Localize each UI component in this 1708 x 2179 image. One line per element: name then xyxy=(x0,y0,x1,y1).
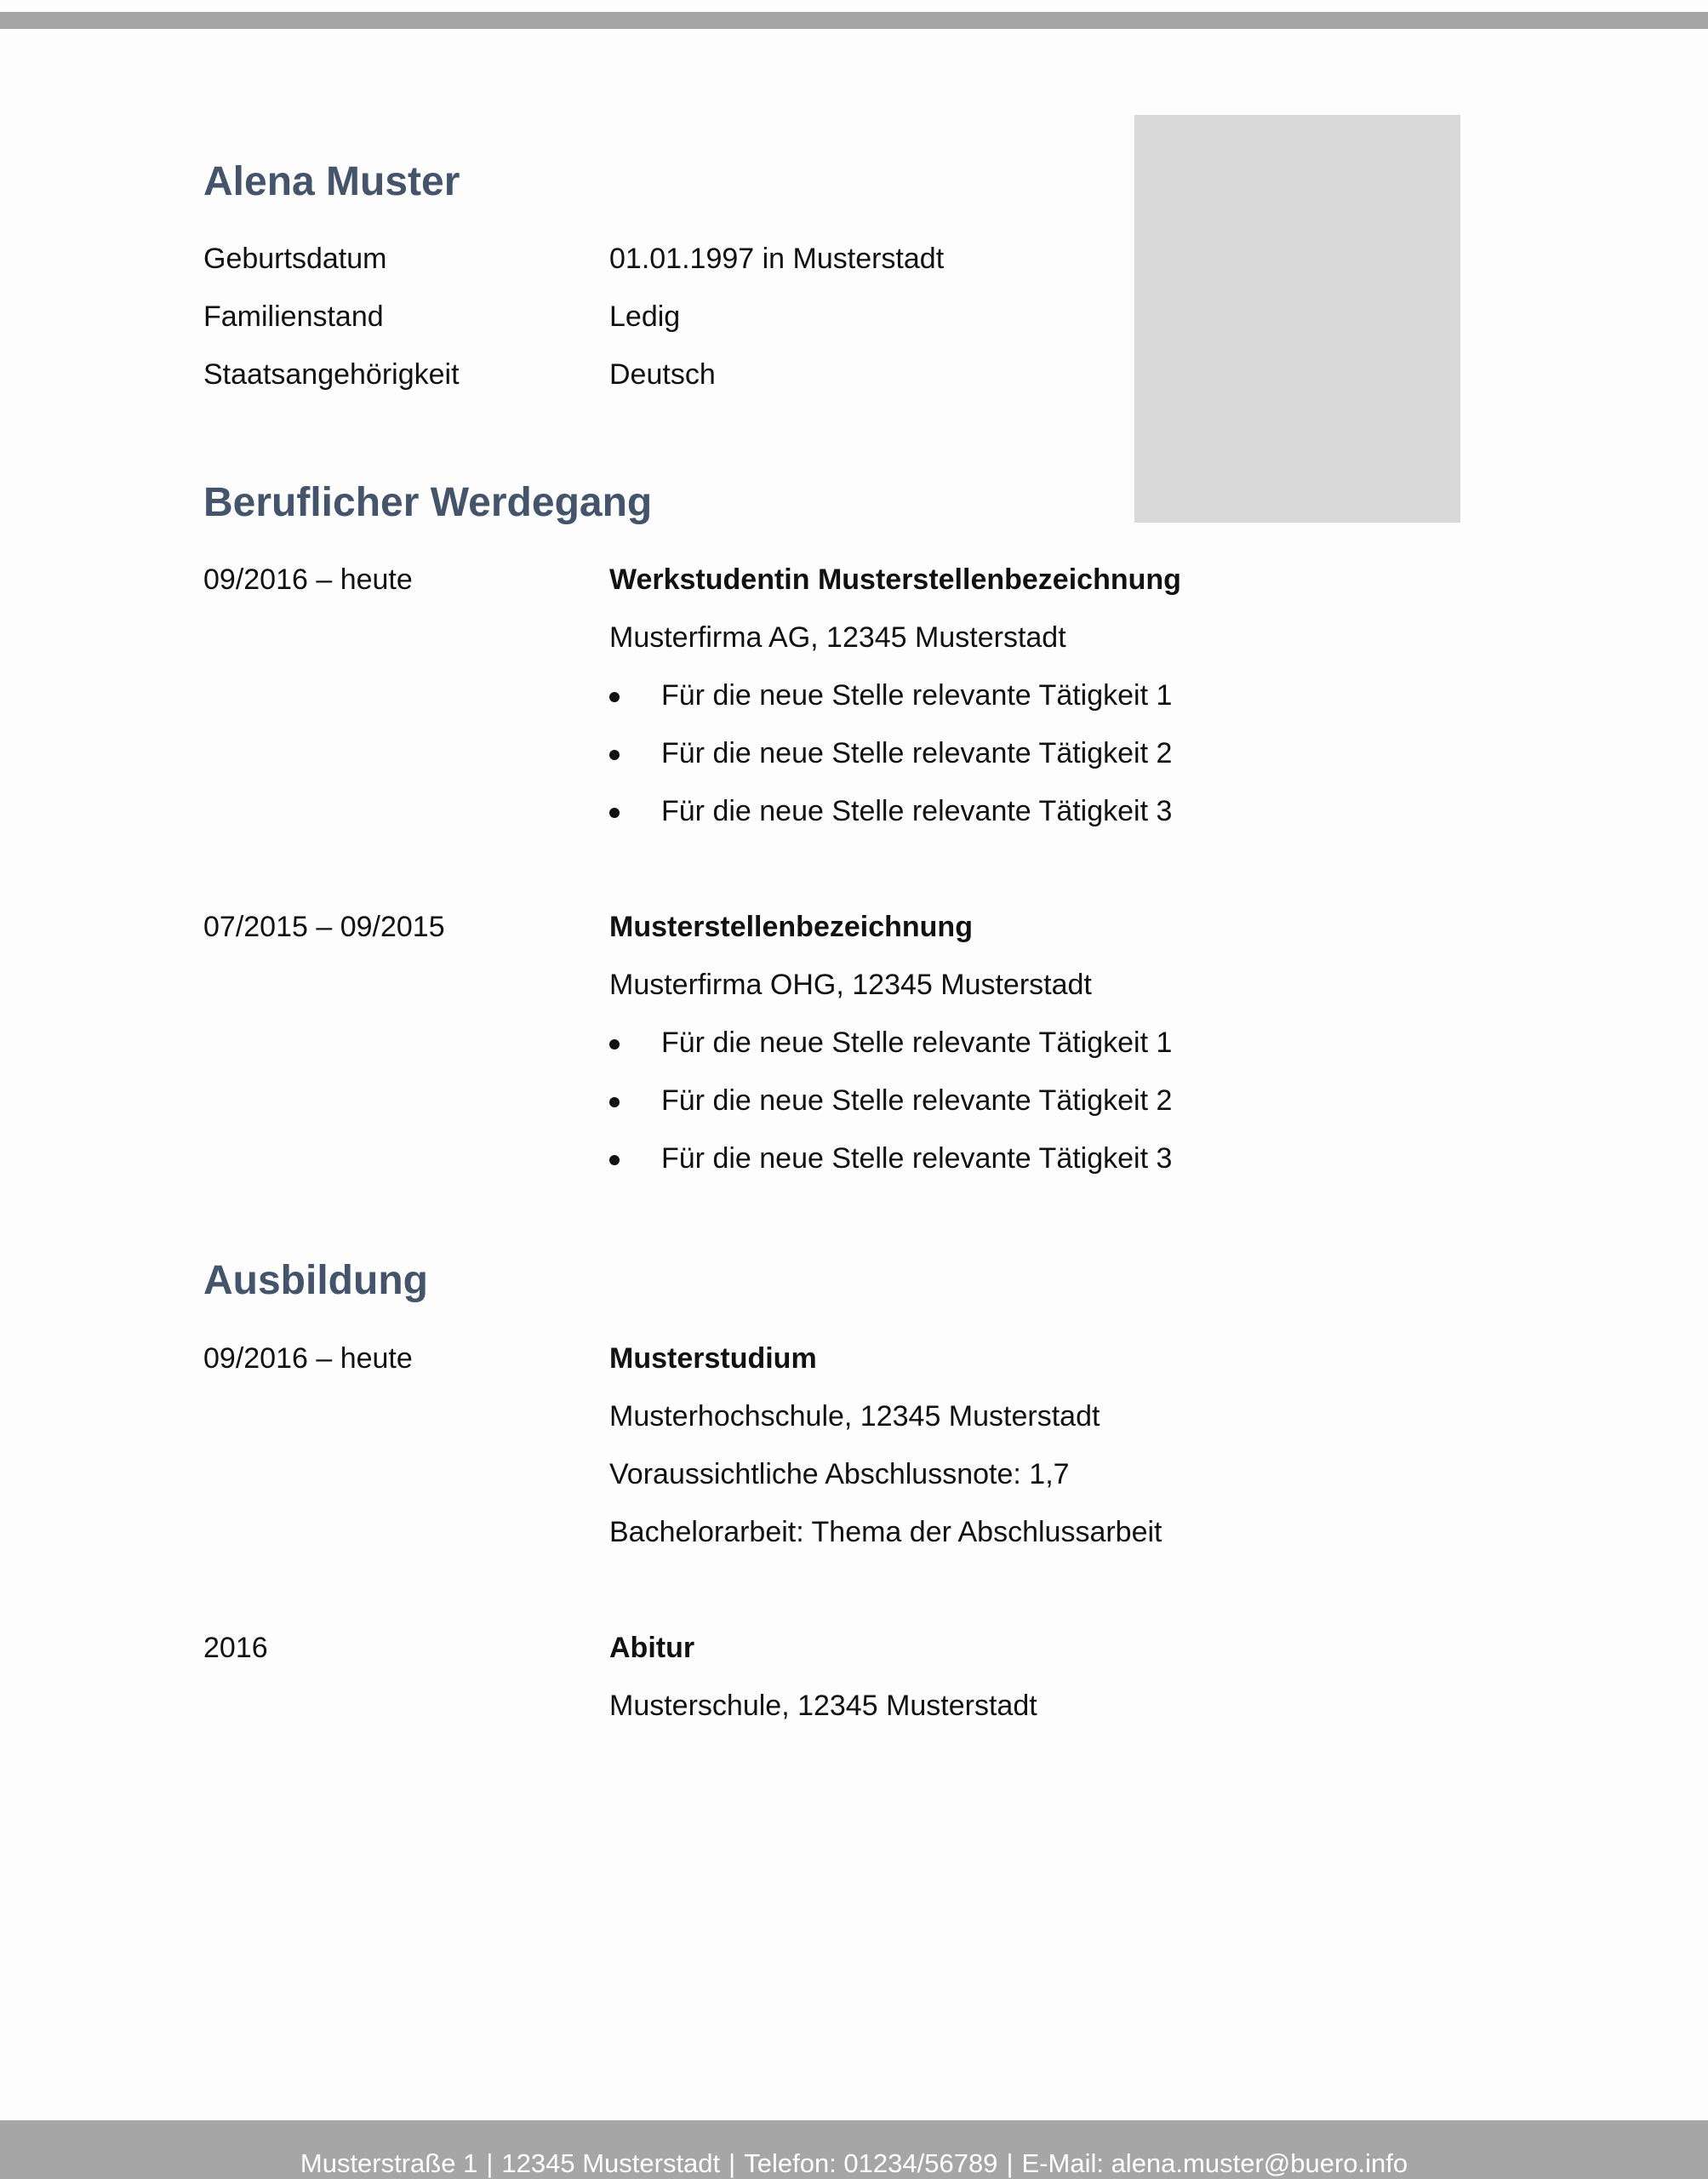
career-entry-1-title: Werkstudentin Musterstellenbezeichnung xyxy=(609,563,1181,596)
education-entry-2-period: 2016 xyxy=(203,1632,268,1664)
footer-email: E-Mail: alena.muster@buero.info xyxy=(1021,2148,1408,2178)
footer-phone: Telefon: 01234/56789 xyxy=(744,2148,998,2178)
bullet-text: Für die neue Stelle relevante Tätigkeit 1 xyxy=(661,679,1173,712)
footer-city: 12345 Musterstadt xyxy=(501,2148,721,2178)
bullet-text: Für die neue Stelle relevante Tätigkeit 2 xyxy=(661,1084,1173,1117)
education-entry-2-title: Abitur xyxy=(609,1632,695,1664)
education-entry-2-line-1: Musterschule, 12345 Musterstadt xyxy=(609,1690,1037,1722)
education-heading: Ausbildung xyxy=(203,1258,428,1303)
career-entry-1-period: 09/2016 – heute xyxy=(203,563,413,596)
bullet-dot-icon xyxy=(609,750,620,760)
top-bar xyxy=(0,12,1708,29)
career-entry-2-period: 07/2015 – 09/2015 xyxy=(203,911,445,943)
bullet-dot-icon xyxy=(609,1155,620,1165)
bullet-text: Für die neue Stelle relevante Tätigkeit 2 xyxy=(661,737,1173,769)
bullet-text: Für die neue Stelle relevante Tätigkeit 1 xyxy=(661,1027,1173,1059)
bullet-dot-icon xyxy=(609,1039,620,1049)
education-entry-1-period: 09/2016 – heute xyxy=(203,1342,413,1375)
education-entry-1-line-1: Musterhochschule, 12345 Musterstadt xyxy=(609,1400,1100,1433)
photo-placeholder xyxy=(1134,115,1460,523)
applicant-name: Alena Muster xyxy=(203,159,460,204)
nationality-value: Deutsch xyxy=(609,358,716,391)
footer-separator: | xyxy=(1006,2148,1014,2178)
bullet-dot-icon xyxy=(609,692,620,702)
career-entry-1-company: Musterfirma AG, 12345 Musterstadt xyxy=(609,621,1066,654)
nationality-label: Staatsangehörigkeit xyxy=(203,358,460,391)
birth-date-label: Geburtsdatum xyxy=(203,243,387,275)
footer-separator: | xyxy=(728,2148,736,2178)
bullet-dot-icon xyxy=(609,808,620,818)
marital-status-value: Ledig xyxy=(609,300,681,333)
bullet-dot-icon xyxy=(609,1097,620,1107)
footer-separator: | xyxy=(486,2148,494,2178)
career-entry-2-company: Musterfirma OHG, 12345 Musterstadt xyxy=(609,969,1092,1001)
career-entry-2-title: Musterstellenbezeichnung xyxy=(609,911,973,943)
footer-contact xyxy=(0,2150,1708,2176)
education-entry-1-line-2: Voraussichtliche Abschlussnote: 1,7 xyxy=(609,1458,1070,1490)
birth-date-value: 01.01.1997 in Musterstadt xyxy=(609,243,945,275)
bullet-text: Für die neue Stelle relevante Tätigkeit 3 xyxy=(661,1142,1173,1175)
education-entry-1-title: Musterstudium xyxy=(609,1342,817,1375)
career-heading: Beruflicher Werdegang xyxy=(203,480,653,525)
education-entry-1-line-3: Bachelorarbeit: Thema der Abschlussarbeit xyxy=(609,1516,1162,1548)
bullet-text: Für die neue Stelle relevante Tätigkeit 3 xyxy=(661,795,1173,827)
footer-street: Musterstraße 1 xyxy=(300,2148,478,2178)
marital-status-label: Familienstand xyxy=(203,300,384,333)
